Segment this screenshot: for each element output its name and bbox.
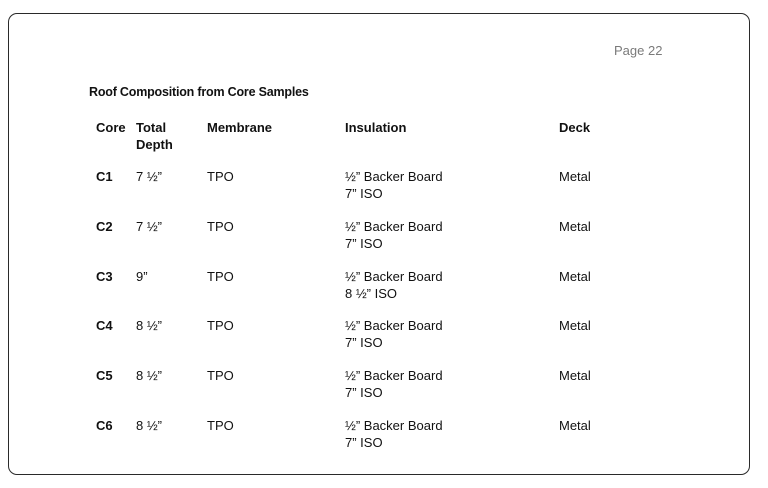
insulation-layer-2: 7” ISO <box>345 186 383 201</box>
insulation <box>345 168 443 202</box>
table-row <box>0 268 768 308</box>
total-depth: 7 ½” <box>136 169 163 184</box>
deck: Metal <box>559 318 591 333</box>
header-total-depth <box>136 119 173 153</box>
header-membrane: Membrane <box>207 120 273 135</box>
insulation-layer-2: 8 ½” ISO <box>345 286 398 301</box>
insulation <box>345 417 443 451</box>
header-core: Core <box>96 120 126 135</box>
insulation <box>345 317 443 351</box>
table-row <box>0 168 768 208</box>
table-row <box>0 317 768 357</box>
total-depth: 8 ½” <box>136 318 163 333</box>
insulation-layer-1: ½” Backer Board <box>345 418 443 433</box>
membrane: TPO <box>207 169 234 184</box>
header-total-depth-line2: Depth <box>136 137 173 152</box>
insulation-layer-1: ½” Backer Board <box>345 318 443 333</box>
core-id: C3 <box>96 269 113 284</box>
membrane: TPO <box>207 269 234 284</box>
membrane: TPO <box>207 368 234 383</box>
insulation <box>345 218 443 252</box>
membrane: TPO <box>207 418 234 433</box>
deck: Metal <box>559 418 591 433</box>
total-depth: 9” <box>136 269 148 284</box>
membrane: TPO <box>207 318 234 333</box>
insulation-layer-1: ½” Backer Board <box>345 368 443 383</box>
insulation-layer-2: 7” ISO <box>345 435 383 450</box>
deck: Metal <box>559 269 591 284</box>
membrane: TPO <box>207 219 234 234</box>
core-id: C6 <box>96 418 113 433</box>
insulation <box>345 367 443 401</box>
insulation-layer-1: ½” Backer Board <box>345 169 443 184</box>
table-row <box>0 218 768 258</box>
page-number: Page 22 <box>614 43 663 58</box>
total-depth: 8 ½” <box>136 418 163 433</box>
insulation-layer-1: ½” Backer Board <box>345 269 443 284</box>
insulation-layer-2: 7” ISO <box>345 385 383 400</box>
insulation-layer-2: 7” ISO <box>345 236 383 251</box>
core-id: C1 <box>96 169 113 184</box>
insulation-layer-1: ½” Backer Board <box>345 219 443 234</box>
table-row <box>0 417 768 457</box>
header-total-depth-line1: Total <box>136 120 167 135</box>
table-title: Roof Composition from Core Samples <box>89 85 309 99</box>
total-depth: 7 ½” <box>136 219 163 234</box>
header-insulation: Insulation <box>345 120 407 135</box>
deck: Metal <box>559 219 591 234</box>
deck: Metal <box>559 169 591 184</box>
core-id: C4 <box>96 318 113 333</box>
deck: Metal <box>559 368 591 383</box>
total-depth: 8 ½” <box>136 368 163 383</box>
core-id: C2 <box>96 219 113 234</box>
insulation-layer-2: 7” ISO <box>345 335 383 350</box>
core-id: C5 <box>96 368 113 383</box>
insulation <box>345 268 443 302</box>
table-row <box>0 367 768 407</box>
header-deck: Deck <box>559 120 591 135</box>
